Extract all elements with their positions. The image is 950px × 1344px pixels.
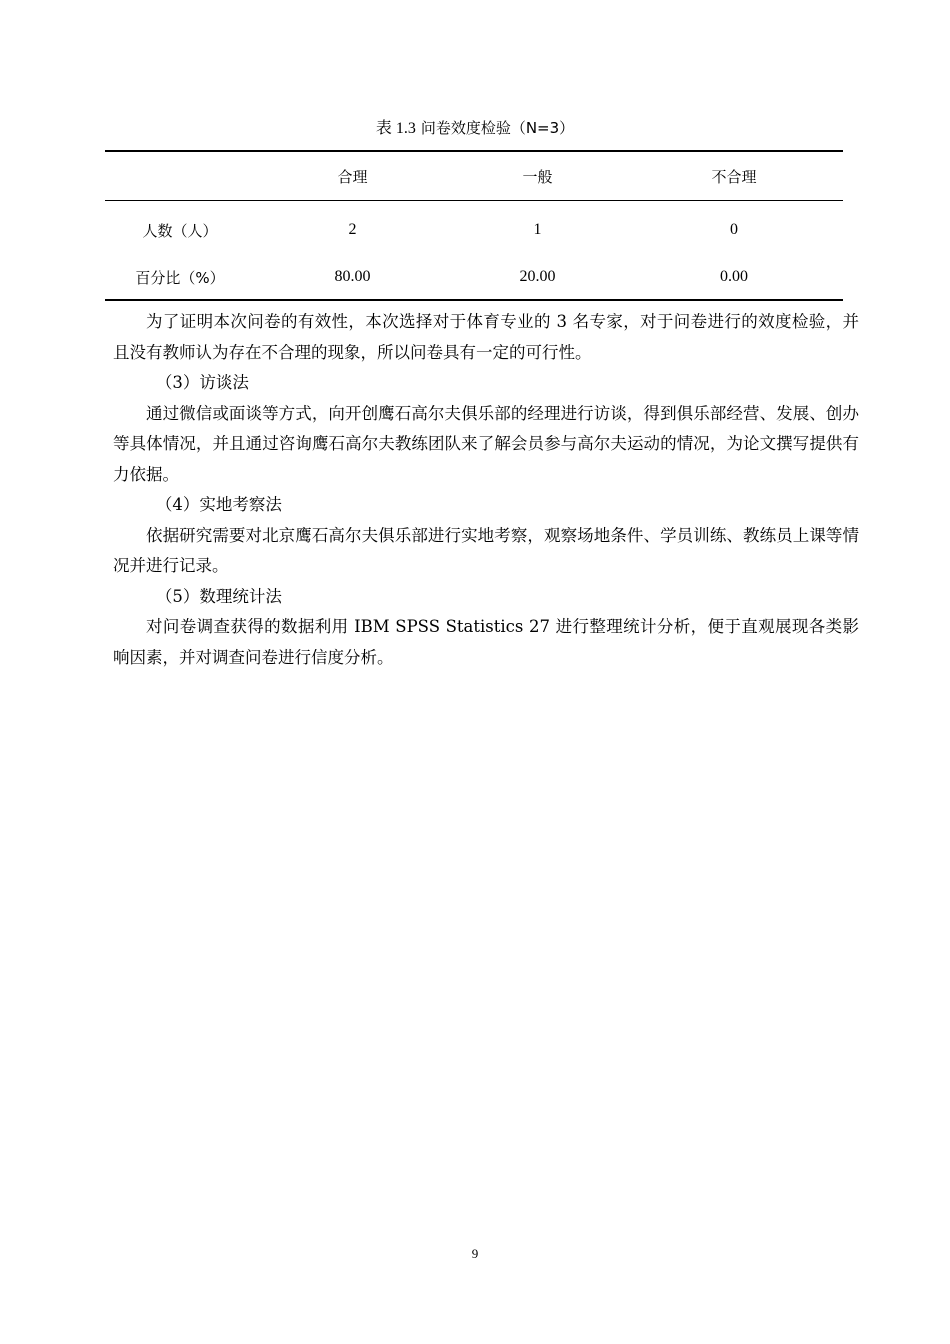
section-heading-field-study: （4）实地考察法 (155, 495, 282, 514)
table-caption (0, 117, 950, 140)
cell-percent-average: 20.00 (519, 268, 556, 285)
table-header-empty (105, 151, 255, 201)
cell-count-average: 1 (533, 221, 542, 238)
cell-percent-unreasonable: 0.00 (720, 268, 748, 285)
paragraph-interview: 通过微信或面谈等方式，向开创鹰石高尔夫俱乐部的经理进行访谈，得到俱乐部经营、发展、创办等具体情况，并且通过咨询鹰石高尔夫教练团队来了解会员参与高尔夫运动的情况，为论文撰写提供有力依据。 (113, 403, 859, 484)
table-header-row (105, 151, 843, 201)
table-header-unreasonable: 不合理 (711, 167, 757, 186)
section-heading-statistics: （5）数理统计法 (155, 586, 282, 606)
cell-count-unreasonable: 0 (730, 221, 738, 238)
row-label-count: 人数（人） (142, 221, 218, 240)
cell-percent-reasonable: 80.00 (334, 268, 371, 285)
body-text (113, 307, 859, 673)
table-caption-title: 问卷效度检验（N=3） (420, 119, 575, 137)
table-row (105, 201, 843, 256)
table-row (105, 255, 843, 300)
page-number: 9 (471, 1246, 479, 1261)
section-heading-interview: （3）访谈法 (155, 373, 249, 392)
paragraph-statistics: 对问卷调查获得的数据利用 IBM SPSS Statistics 27 进行整理统计分析，便于直观展现各类影响因素，并对调查问卷进行信度分析。 (113, 617, 859, 667)
table-header-average: 一般 (522, 167, 553, 186)
table-caption-number: 表 1.3 (375, 120, 416, 137)
table-header-reasonable: 合理 (337, 167, 368, 186)
validity-table (105, 150, 843, 301)
paragraph-field-study: 依据研究需要对北京鹰石高尔夫俱乐部进行实地考察，观察场地条件、学员训练、教练员上课等情况并进行记录。 (113, 525, 859, 575)
cell-count-reasonable: 2 (348, 221, 357, 238)
row-label-percent: 百分比（%） (135, 268, 225, 287)
paragraph-validity-explanation: 为了证明本次问卷的有效性，本次选择对于体育专业的 3 名专家，对于问卷进行的效度检验，并且没有教师认为存在不合理的现象，所以问卷具有一定的可行性。 (113, 312, 859, 362)
